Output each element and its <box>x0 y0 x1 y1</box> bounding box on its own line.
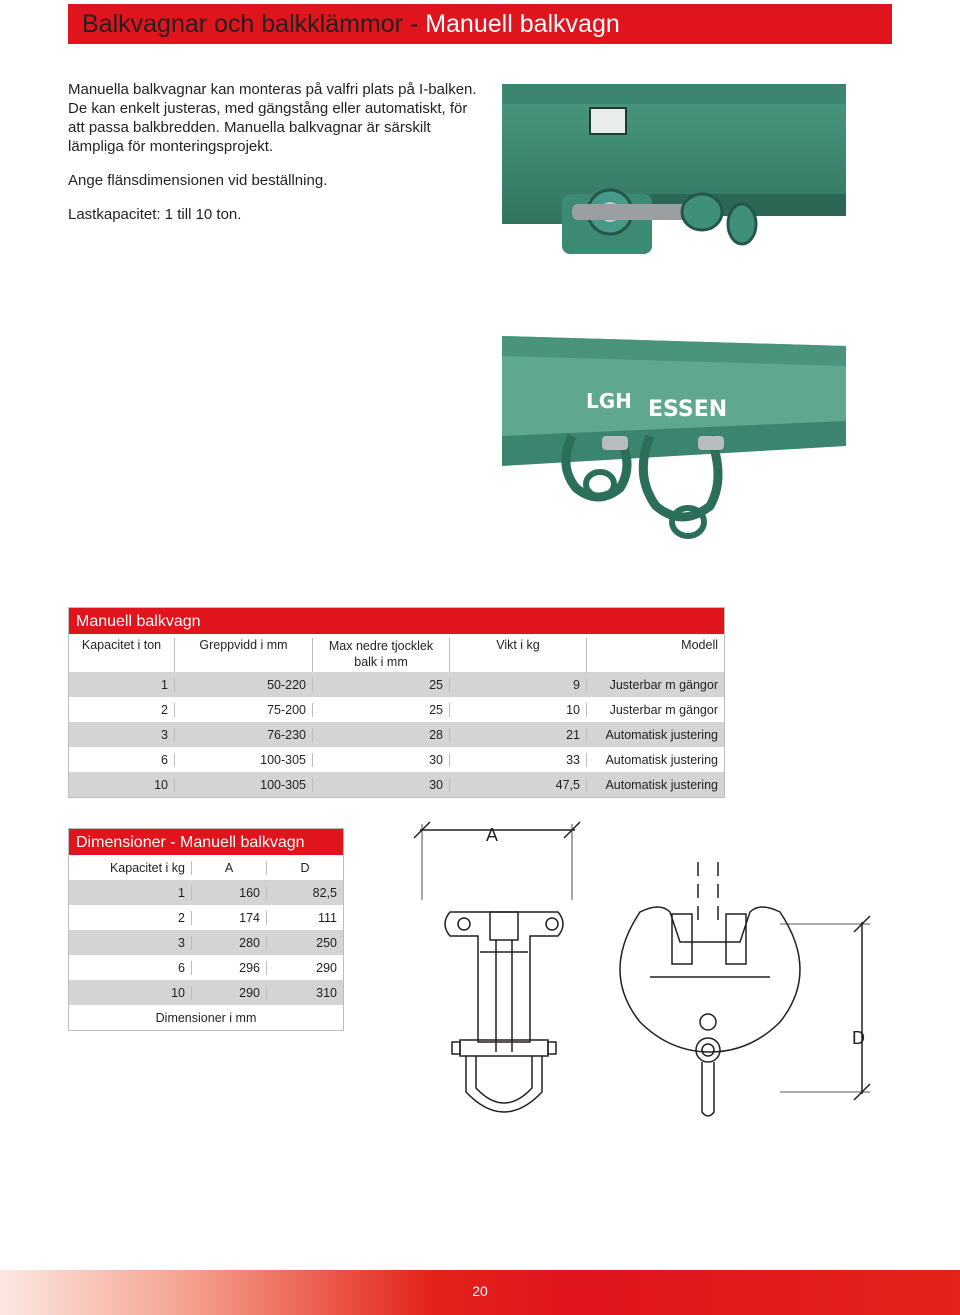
table-cell: 82,5 <box>266 886 343 900</box>
table-cell: 25 <box>312 703 449 717</box>
table-row <box>69 880 343 905</box>
table-row <box>69 672 724 697</box>
dimension-label-d: D <box>852 1028 865 1048</box>
table-cell: 310 <box>266 986 343 1000</box>
title-separator: - <box>402 10 426 38</box>
table-cell: 6 <box>178 960 185 975</box>
table-header-row <box>69 634 724 672</box>
table-footer-row <box>69 1005 343 1030</box>
table-cell: 47,5 <box>449 778 586 792</box>
column-header: Kapacitet i ton <box>81 638 162 652</box>
table-cell: 290 <box>266 961 343 975</box>
intro-text <box>68 80 488 239</box>
table-row <box>69 722 724 747</box>
table-cell: Automatisk justering <box>586 753 724 767</box>
trolley-spec-table <box>68 607 725 798</box>
table-header-row <box>69 855 343 880</box>
trolley-closeup-photo <box>502 84 846 324</box>
intro-paragraph-2: Ange flänsdimensionen vid beställning. <box>68 172 328 189</box>
side-view-body <box>445 912 563 1042</box>
column-header: Max nedre tjocklek balk i mm <box>312 638 449 672</box>
table-cell: 3 <box>178 935 185 950</box>
table-cell: 10 <box>171 985 185 1000</box>
table-cell: Justerbar m gängor <box>586 703 724 717</box>
table-cell: 30 <box>312 778 449 792</box>
table-cell: 250 <box>266 936 343 950</box>
intro-paragraph-1: Manuella balkvagnar kan monteras på valfri plats på I-balken. De kan enkelt justeras, med gängstång eller automatiskt, för att passa balkbredden. Manuella balkvagnar är särskilt lämpliga för monteringsprojekt. <box>68 81 477 155</box>
table-cell: 1 <box>178 885 185 900</box>
table-cell: 21 <box>449 728 586 742</box>
table-cell: 25 <box>312 678 449 692</box>
table-row <box>69 930 343 955</box>
table-cell: 100-305 <box>174 753 312 767</box>
intro-paragraph-3: Lastkapacitet: 1 till 10 ton. <box>68 206 242 223</box>
column-header: A <box>191 861 266 875</box>
table-cell: 111 <box>266 911 343 925</box>
title-part2: Manuell balkvagn <box>425 10 620 38</box>
table-cell: 10 <box>449 703 586 717</box>
hanger-rod <box>702 1062 714 1116</box>
table-cell: 3 <box>161 727 168 742</box>
table-cell: 50-220 <box>174 678 312 692</box>
table-row <box>69 697 724 722</box>
nut <box>452 1042 460 1054</box>
table-row <box>69 980 343 1005</box>
column-header: Greppvidd i mm <box>174 638 312 672</box>
table-row <box>69 905 343 930</box>
table-cell: 174 <box>191 911 266 925</box>
table-cell: 2 <box>178 910 185 925</box>
table-cell: 10 <box>154 777 168 792</box>
column-header: Modell <box>586 638 724 672</box>
table-cell: 2 <box>161 702 168 717</box>
table-row <box>69 955 343 980</box>
table-cell: 9 <box>449 678 586 692</box>
table-cell: 75-200 <box>174 703 312 717</box>
table-cell: Automatisk justering <box>586 778 724 792</box>
trolleys-on-beam-photo <box>502 336 846 576</box>
table-cell: Justerbar m gängor <box>586 678 724 692</box>
table-footer-note: Dimensioner i mm <box>155 1010 257 1025</box>
column-header: Vikt i kg <box>449 638 586 672</box>
title-part1: Balkvagnar och balkklämmor <box>82 10 403 38</box>
table-title: Manuell balkvagn <box>69 608 724 634</box>
table-row <box>69 772 724 797</box>
footer-bar <box>0 1270 960 1315</box>
header-bar <box>68 4 892 44</box>
dimension-label-a: A <box>486 825 499 845</box>
trolley-dimension-drawing <box>400 812 900 1132</box>
page-title <box>82 9 620 39</box>
table-cell: 6 <box>161 752 168 767</box>
table-cell: Automatisk justering <box>586 728 724 742</box>
table-cell: 76-230 <box>174 728 312 742</box>
column-header: Kapacitet i kg <box>109 860 185 875</box>
table-cell: 160 <box>191 886 266 900</box>
page-number: 20 <box>472 1283 488 1299</box>
table-cell: 1 <box>161 677 168 692</box>
table-cell: 33 <box>449 753 586 767</box>
table-cell: 30 <box>312 753 449 767</box>
table-cell: 290 <box>191 986 266 1000</box>
photo-label-right: ESSEN <box>648 397 728 422</box>
photo-label-left: LGH <box>586 389 632 413</box>
shackle-inner <box>476 1056 532 1103</box>
table-title: Dimensioner - Manuell balkvagn <box>69 829 343 855</box>
table-cell: 296 <box>191 961 266 975</box>
dimensions-table <box>68 828 344 1031</box>
nut <box>548 1042 556 1054</box>
table-cell: 280 <box>191 936 266 950</box>
column-header: D <box>266 861 343 875</box>
table-cell: 28 <box>312 728 449 742</box>
table-cell: 100-305 <box>174 778 312 792</box>
table-row <box>69 747 724 772</box>
